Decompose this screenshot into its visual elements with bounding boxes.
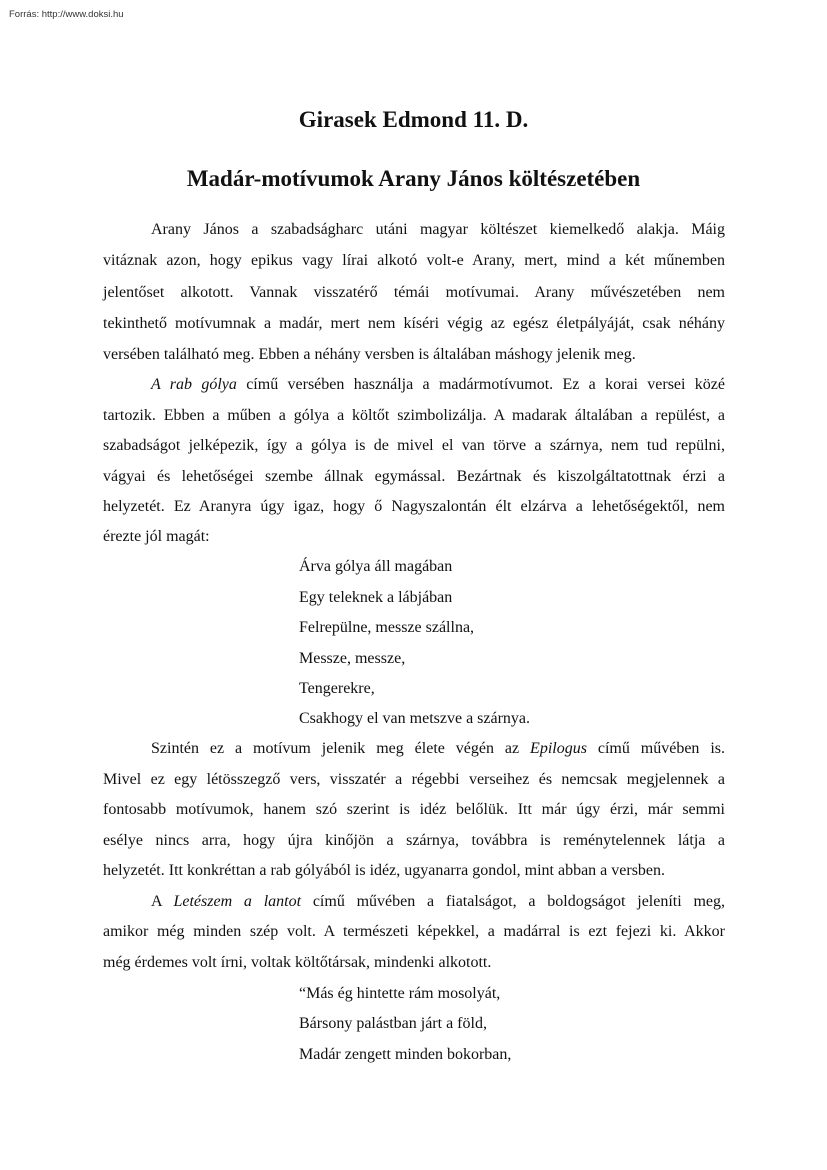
verse-line: Csakhogy el van metszve a szárnya. [299,710,531,727]
page-title: Madár-motívumok Arany János költészetében [186,166,641,191]
work-title-italic: A rab gólya [151,376,237,393]
text-line [151,375,725,395]
text-span: című versében használja a madármotívumot. Ez a korai versei közé [236,376,725,393]
text-line: tekinthető motívumnak a madár, mert nem kíséri végig az egész életpályáját, csak néhány [103,315,725,332]
text-line: Mivel ez egy létösszegző vers, visszatér a régebbi verseihez és nemcsak megjelennek a [103,771,725,788]
text-line: vitáznak azon, hogy epikus vagy lírai alkotó volt-e Arany, mert, mind a két műnemben [103,252,725,269]
text-line [151,739,725,759]
text-line: Arany János a szabadságharc utáni magyar költészet kiemelkedő alakja. Máig [151,221,725,238]
text-line: helyzetét. Itt konkréttan a rab gólyából is idéz, ugyanarra gondol, mint abban a versben. [103,862,666,879]
verse-line: Felrepülne, messze szállna, [299,619,475,636]
text-line: érezte jól magát: [103,528,210,545]
text-span: című művében is. [586,740,726,757]
text-line: tartozik. Ebben a műben a gólya a költőt szimbolizálja. A madarak általában a repülést, a [103,407,725,424]
work-title-italic: Epilogus [530,740,587,757]
text-line: vágyai és lehetőségei szembe állnak egymással. Bezártnak és kiszolgáltatottnak érzi a [103,468,725,485]
verse-line: Messze, messze, [299,650,406,667]
text-line: még érdemes volt írni, voltak költőtársak, mindenki alkotott. [103,954,492,971]
text-line: versében található meg. Ebben a néhány versben is általában máshogy jelenik meg. [103,346,636,363]
verse-line: Bársony palástban járt a föld, [299,1015,487,1032]
text-line [151,892,725,912]
text-line: esélye nincs arra, hogy újra kinőjön a szárnya, továbbra is reménytelennek látja a [103,832,725,849]
text-span: A [151,893,174,910]
source-watermark: Forrás: http://www.doksi.hu [9,9,124,20]
verse-line: “Más ég hintette rám mosolyát, [299,985,501,1002]
verse-line: Egy teleknek a lábjában [299,589,453,606]
text-line: jelentőset alkotott. Vannak visszatérő témái motívumai. Arany művészetében nem [103,284,725,301]
text-line: helyzetét. Ez Aranyra úgy igaz, hogy ő Nagyszalontán élt elzárva a lehetőségektől, nem [103,498,725,515]
text-line: szabadságot jelképezik, így a gólya is de mivel el van törve a szárnya, nem tud repülni, [103,437,725,454]
text-span: című művében a fiatalságot, a boldogságot jeleníti meg, [301,893,726,910]
text-line: fontosabb motívumok, hanem szó szerint is idéz belőlük. Itt már úgy érzi, már semmi [103,801,725,818]
work-title-italic: Letészem a lantot [173,893,302,910]
verse-line: Tengerekre, [299,680,375,697]
verse-line: Árva gólya áll magában [299,558,453,575]
text-span: Szintén ez a motívum jelenik meg élete végén az [151,740,531,757]
verse-line: Madár zengett minden bokorban, [299,1046,512,1063]
author-heading: Girasek Edmond 11. D. [298,107,529,132]
text-line: amikor még minden szép volt. A természeti képekkel, a madárral is ezt fejezi ki. Akkor [103,923,725,940]
